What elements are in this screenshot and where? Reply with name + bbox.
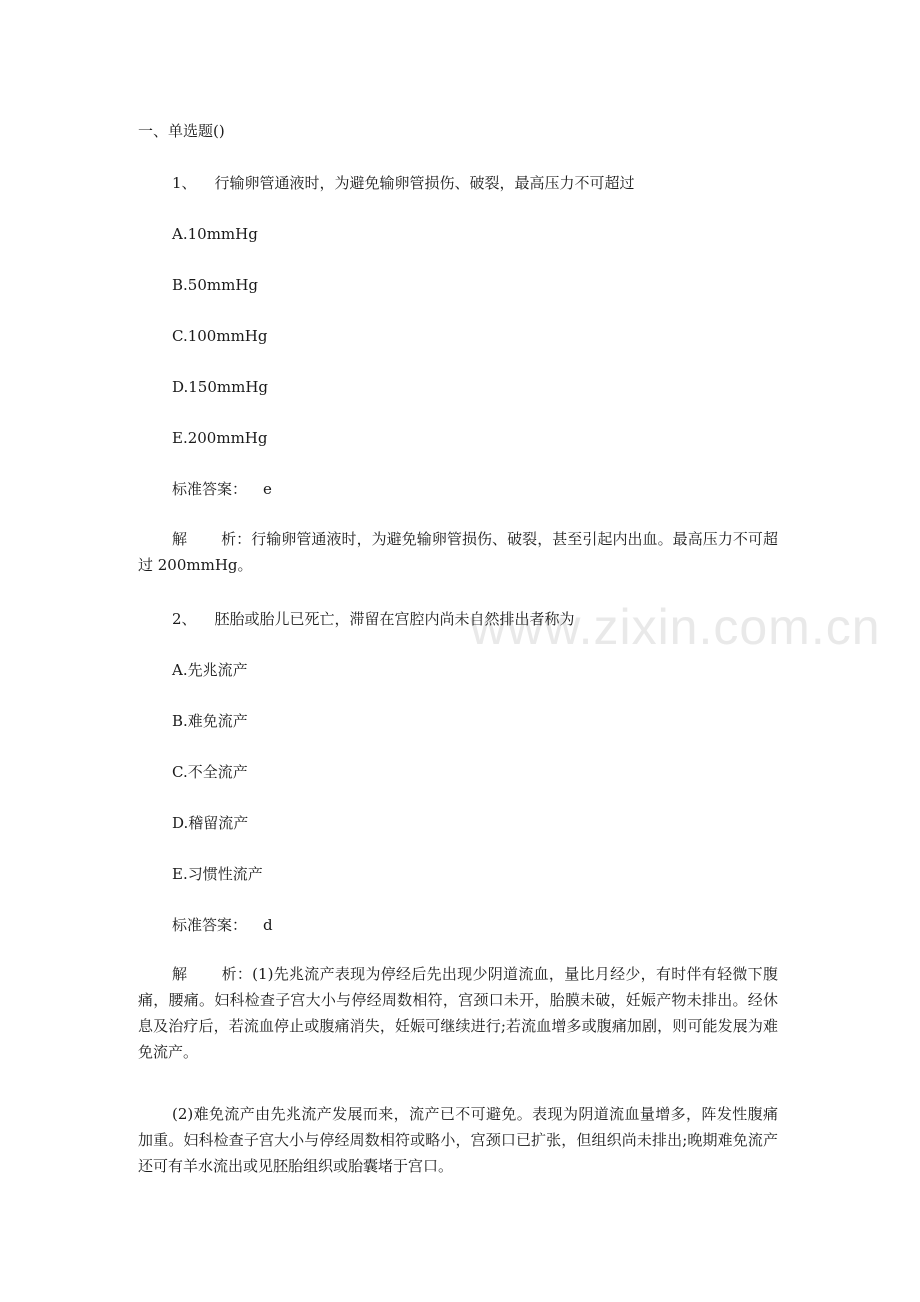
question-2 bbox=[172, 609, 575, 629]
analysis-label-a: 解 bbox=[172, 530, 188, 548]
answer-label: 标准答案： bbox=[172, 480, 248, 498]
analysis-label-a: 解 bbox=[172, 965, 188, 983]
question-2-analysis bbox=[138, 961, 778, 1065]
question-2-answer bbox=[172, 915, 273, 935]
watermark: www.zixin.com.cn bbox=[470, 599, 881, 655]
section-title: 一、单选题() bbox=[138, 122, 225, 140]
question-1-option-b: B.50mmHg bbox=[172, 276, 259, 294]
analysis-text: 行输卵管通液时，为避免输卵管损伤、破裂，甚至引起内出血。最高压力不可超过 200mmHg。 bbox=[138, 530, 778, 574]
question-1-option-a: A.10mmHg bbox=[172, 225, 258, 243]
question-2-option-d: D.稽留流产 bbox=[172, 814, 249, 832]
analysis-text: (1)先兆流产表现为停经后先出现少阴道流血，量比月经少，有时伴有轻微下腹痛，腰痛。妇科检查子宫大小与停经周数相符，宫颈口未开，胎膜未破，妊娠产物未排出。经休息及治疗后，若流血停止或腹痛消失，妊娠可继续进行;若流血增多或腹痛加剧，则可能发展为难免流产。 bbox=[138, 965, 778, 1061]
question-2-number: 2、 bbox=[172, 610, 197, 628]
question-1 bbox=[172, 173, 635, 193]
analysis-label-b: 析： bbox=[221, 965, 253, 983]
question-2-stem: 胚胎或胎儿已死亡，滞留在宫腔内尚未自然排出者称为 bbox=[214, 610, 575, 628]
question-1-number: 1、 bbox=[172, 174, 197, 192]
answer-label: 标准答案： bbox=[172, 916, 248, 934]
question-1-option-e: E.200mmHg bbox=[172, 429, 268, 447]
analysis-label-b: 析： bbox=[221, 530, 252, 548]
question-2-option-c: C.不全流产 bbox=[172, 763, 248, 781]
question-2-analysis-continued: (2)难免流产由先兆流产发展而来，流产已不可避免。表现为阴道流血量增多，阵发性腹痛加重。妇科检查子宫大小与停经周数相符或略小，宫颈口已扩张，但组织尚未排出;晚期难免流产还可有羊水流出或见胚胎组织或胎囊堵于宫口。 bbox=[138, 1105, 778, 1175]
question-2-option-e: E.习惯性流产 bbox=[172, 865, 263, 883]
question-1-analysis bbox=[138, 526, 778, 578]
question-2-option-a: A.先兆流产 bbox=[172, 661, 248, 679]
question-1-option-d: D.150mmHg bbox=[172, 378, 269, 396]
answer-value: d bbox=[263, 916, 273, 934]
answer-value: e bbox=[263, 480, 272, 498]
question-2-option-b: B.难免流产 bbox=[172, 712, 248, 730]
question-1-option-c: C.100mmHg bbox=[172, 327, 268, 345]
question-1-stem: 行输卵管通液时，为避免输卵管损伤、破裂，最高压力不可超过 bbox=[214, 174, 635, 192]
question-1-answer bbox=[172, 479, 272, 499]
